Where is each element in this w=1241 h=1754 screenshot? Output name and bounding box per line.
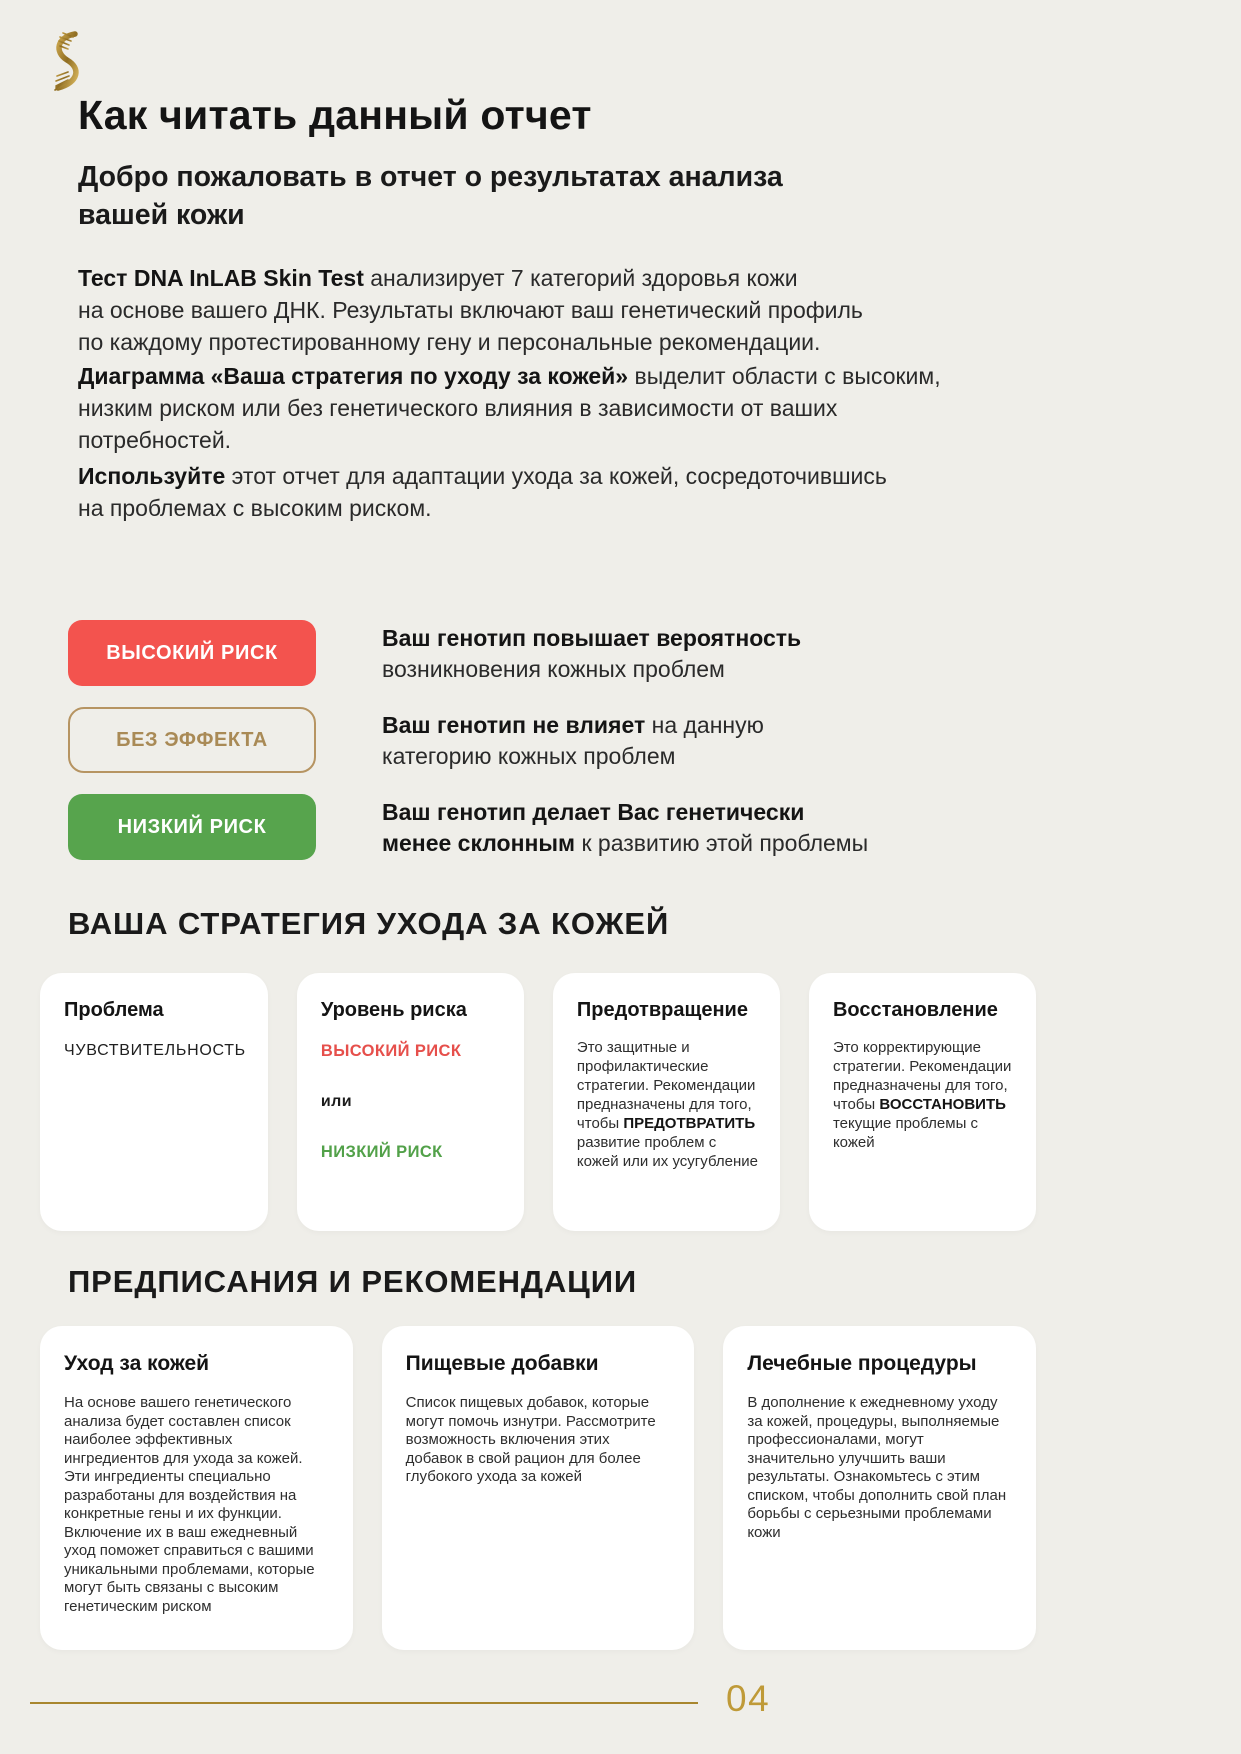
- prevention-card-title: Предотвращение: [576, 999, 748, 1021]
- high-risk-desc-rest2: возникновения кожных проблем: [382, 656, 725, 682]
- intro-p2-line1: выделит области с высоким,: [628, 363, 941, 389]
- prescriptions-section-heading: ПРЕДПИСАНИЯ И РЕКОМЕНДАЦИИ: [68, 1264, 638, 1299]
- intro-p1-line1: анализирует 7 категорий здоровья кожи: [363, 265, 798, 291]
- intro-paragraph-test: [78, 262, 863, 358]
- restoration-body-pre: Это корректирующие стратегии. Рекомендации предназначены для того, чтобы: [832, 1039, 1012, 1113]
- low-risk-badge: НИЗКИЙ РИСК: [68, 794, 316, 860]
- intro-paragraph-use: [78, 460, 887, 524]
- skincare-card-body: На основе вашего генетического анализа будет составлен список наиболее эффективных ингредиентов для ухода за кожей. Эти ингредиенты специально разработаны для воздействия на конкретные гены и их функции. Включение их в ваш ежедневный уход поможет справиться с вашими уникальными проблемами, которые могут быть связаны с высоким генетическим риском: [64, 1394, 315, 1615]
- risk-level-high: ВЫСОКИЙ РИСК: [320, 1042, 462, 1060]
- skincare-card-title: Уход за кожей: [64, 1352, 210, 1375]
- dna-helix-logo-icon: [44, 30, 92, 92]
- supplements-card-body: Список пищевых добавок, которые могут помочь изнутри. Рассмотрите возможность включения этих добавок в свой рацион для более глубокого ухода за кожей: [405, 1394, 656, 1485]
- low-risk-desc-rest2: к развитию этой проблемы: [575, 830, 869, 856]
- restoration-card-title: Восстановление: [832, 999, 998, 1021]
- problem-card-title: Проблема: [64, 999, 164, 1021]
- procedures-card-body: В дополнение к ежедневному уходу за кожей, процедуры, выполняемые профессионалами, могут значительно улучшить ваши результаты. Ознакомьтесь с этим списком, чтобы дополнить свой план борьбы с серьезными проблемами кожи: [747, 1394, 1007, 1541]
- intro-p3-line2: на проблемах с высоким риском.: [78, 495, 432, 521]
- strategy-cards: [40, 973, 1036, 1231]
- legend-row-no-effect: [68, 707, 868, 773]
- intro-p2-line2: низким риском или без генетического влияния в зависимости от ваших: [78, 395, 838, 421]
- intro-p1-line2: на основе вашего ДНК. Результаты включают ваш генетический профиль: [78, 297, 863, 323]
- restoration-body-post: текущие проблемы с кожей: [832, 1115, 979, 1151]
- low-risk-description: [382, 794, 868, 859]
- low-risk-desc-bold: Ваш генотип делает Вас генетически: [382, 799, 805, 825]
- footer-divider: [30, 1702, 698, 1704]
- strategy-card-problem: [40, 973, 268, 1231]
- page-subtitle-line2: вашей кожи: [78, 199, 245, 231]
- no-effect-desc-rest1: на данную: [645, 712, 764, 738]
- risk-level-or: или: [320, 1093, 352, 1110]
- problem-value: ЧУВСТВИТЕЛЬНОСТЬ: [64, 1042, 246, 1059]
- strategy-card-prevention: [553, 973, 780, 1231]
- intro-p1-line3: по каждому протестированному гену и персональные рекомендации.: [78, 329, 821, 355]
- high-risk-badge: ВЫСОКИЙ РИСК: [68, 620, 316, 686]
- prescription-card-skincare: [40, 1326, 353, 1650]
- restoration-card-body: [833, 1038, 1014, 1152]
- intro-paragraph-diagram: [78, 360, 941, 456]
- risk-card-title: Уровень риска: [320, 999, 467, 1021]
- prevention-card-body: [577, 1038, 758, 1171]
- legend-row-high-risk: [68, 620, 868, 686]
- supplements-card-title: Пищевые добавки: [405, 1352, 599, 1375]
- page-title: Как читать данный отчет: [78, 92, 592, 138]
- prevention-body-post: развитие проблем с кожей или их усугубление: [576, 1134, 758, 1170]
- intro-p3-bold: Используйте: [78, 463, 226, 489]
- intro-p3-line1: этот отчет для адаптации ухода за кожей, сосредоточившись: [225, 463, 887, 489]
- page-subtitle-line1: Добро пожаловать в отчет о результатах анализа: [78, 161, 783, 193]
- risk-level-low: НИЗКИЙ РИСК: [320, 1143, 443, 1161]
- high-risk-description: [382, 620, 801, 685]
- strategy-card-risk-level: [297, 973, 524, 1231]
- procedures-card-title: Лечебные процедуры: [747, 1352, 977, 1375]
- risk-legend: [68, 620, 868, 860]
- strategy-section-heading: ВАША СТРАТЕГИЯ УХОДА ЗА КОЖЕЙ: [68, 906, 670, 941]
- no-effect-badge: БЕЗ ЭФФЕКТА: [68, 707, 316, 773]
- prescription-cards: [40, 1326, 1036, 1650]
- page-subtitle: [78, 158, 783, 234]
- no-effect-desc-rest2: категорию кожных проблем: [382, 743, 676, 769]
- intro-p2-line3: потребностей.: [78, 427, 232, 453]
- page-number: 04: [726, 1678, 771, 1719]
- high-risk-desc-bold: Ваш генотип повышает вероятность: [382, 625, 802, 651]
- low-risk-desc-bold2: менее склонным: [382, 830, 576, 856]
- no-effect-desc-bold: Ваш генотип не влияет: [382, 712, 646, 738]
- intro-p2-bold: Диаграмма «Ваша стратегия по уходу за кожей»: [78, 363, 629, 389]
- restoration-body-bold: ВОССТАНОВИТЬ: [879, 1096, 1006, 1113]
- intro-p1-bold: Тест DNA InLAB Skin Test: [78, 265, 364, 291]
- prevention-body-bold: ПРЕДОТВРАТИТЬ: [623, 1115, 756, 1132]
- no-effect-description: [382, 707, 764, 772]
- prevention-body-pre: Это защитные и профилактические стратегии. Рекомендации предназначены для того, чтобы: [576, 1039, 756, 1132]
- prescription-card-procedures: [723, 1326, 1036, 1650]
- strategy-card-restoration: [809, 973, 1036, 1231]
- prescription-card-supplements: [382, 1326, 695, 1650]
- legend-row-low-risk: [68, 794, 868, 860]
